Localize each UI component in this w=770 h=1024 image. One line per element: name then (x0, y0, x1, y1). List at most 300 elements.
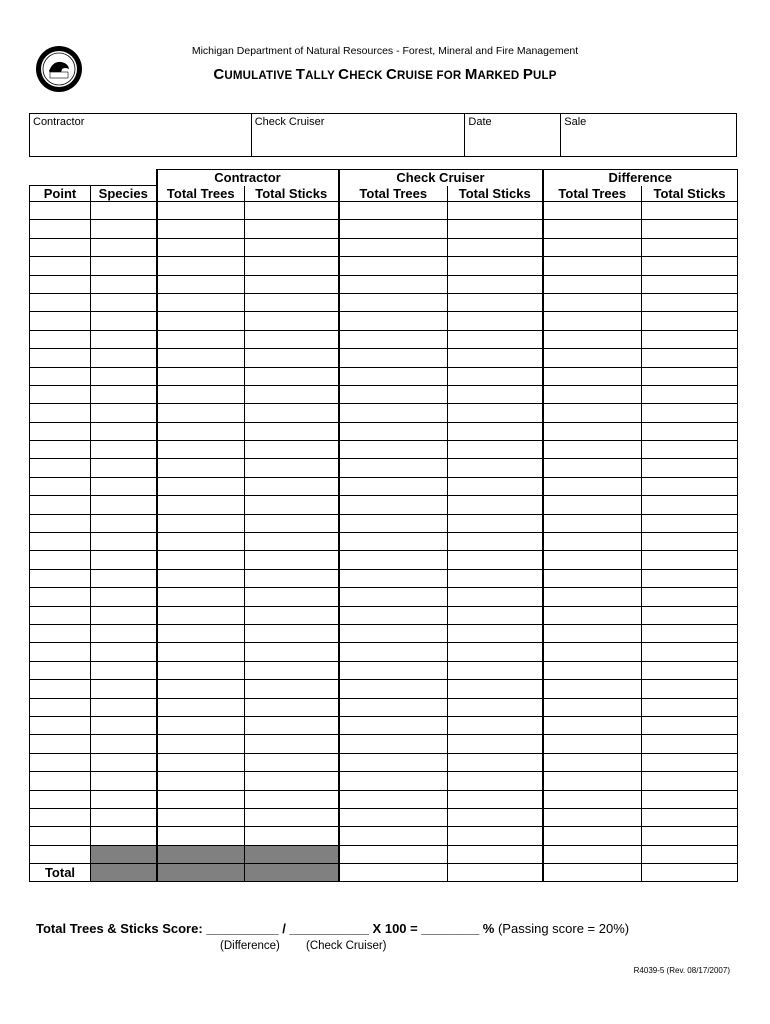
tally-cell[interactable] (448, 735, 543, 753)
tally-cell[interactable] (448, 698, 543, 716)
tally-cell[interactable] (91, 551, 157, 569)
tally-cell[interactable] (91, 330, 157, 348)
tally-cell[interactable] (91, 827, 157, 845)
tally-cell[interactable] (339, 772, 448, 790)
tally-cell[interactable] (642, 477, 738, 495)
tally-cell[interactable] (157, 312, 245, 330)
tally-cell[interactable] (30, 753, 91, 771)
tally-cell[interactable] (448, 533, 543, 551)
tally-cell[interactable] (543, 441, 642, 459)
tally-cell[interactable] (30, 349, 91, 367)
tally-cell[interactable] (642, 312, 738, 330)
tally-cell[interactable] (91, 441, 157, 459)
tally-cell[interactable] (448, 845, 543, 863)
tally-cell[interactable] (339, 202, 448, 220)
tally-cell[interactable] (642, 496, 738, 514)
tally-cell[interactable] (157, 569, 245, 587)
tally-cell[interactable] (30, 293, 91, 311)
tally-cell[interactable] (91, 257, 157, 275)
tally-cell[interactable] (30, 367, 91, 385)
tally-cell[interactable] (448, 349, 543, 367)
tally-cell[interactable] (543, 349, 642, 367)
tally-cell[interactable] (448, 569, 543, 587)
tally-cell[interactable] (448, 367, 543, 385)
tally-cell[interactable] (245, 845, 339, 863)
tally-cell[interactable] (642, 827, 738, 845)
contractor-field[interactable] (30, 114, 252, 156)
tally-cell[interactable] (245, 422, 339, 440)
total-cell[interactable] (91, 864, 157, 882)
tally-cell[interactable] (448, 680, 543, 698)
tally-cell[interactable] (157, 441, 245, 459)
tally-cell[interactable] (245, 680, 339, 698)
tally-cell[interactable] (642, 790, 738, 808)
tally-cell[interactable] (448, 772, 543, 790)
tally-cell[interactable] (30, 716, 91, 734)
tally-cell[interactable] (543, 624, 642, 642)
tally-cell[interactable] (157, 606, 245, 624)
tally-cell[interactable] (91, 312, 157, 330)
tally-cell[interactable] (448, 477, 543, 495)
tally-cell[interactable] (339, 845, 448, 863)
tally-cell[interactable] (91, 238, 157, 256)
tally-cell[interactable] (245, 441, 339, 459)
tally-cell[interactable] (543, 238, 642, 256)
tally-cell[interactable] (448, 753, 543, 771)
sale-label: Sale (564, 116, 587, 128)
tally-cell[interactable] (543, 514, 642, 532)
tally-cell[interactable] (157, 367, 245, 385)
tally-cell[interactable] (157, 533, 245, 551)
tally-cell[interactable] (157, 459, 245, 477)
tally-cell[interactable] (30, 404, 91, 422)
total-cell[interactable] (245, 864, 339, 882)
tally-cell[interactable] (245, 514, 339, 532)
tally-cell[interactable] (245, 257, 339, 275)
tally-cell[interactable] (157, 257, 245, 275)
tally-cell[interactable] (642, 680, 738, 698)
tally-cell[interactable] (157, 716, 245, 734)
tally-cell[interactable] (642, 330, 738, 348)
tally-cell[interactable] (91, 735, 157, 753)
tally-cell[interactable] (157, 404, 245, 422)
tally-cell[interactable] (245, 643, 339, 661)
tally-cell[interactable] (642, 753, 738, 771)
check-cruiser-field[interactable] (252, 114, 466, 156)
tally-cell[interactable] (642, 735, 738, 753)
tally-cell[interactable] (30, 569, 91, 587)
tally-cell[interactable] (543, 496, 642, 514)
tally-cell[interactable] (91, 569, 157, 587)
tally-cell[interactable] (543, 753, 642, 771)
tally-cell[interactable] (642, 569, 738, 587)
tally-cell[interactable] (642, 845, 738, 863)
tally-cell[interactable] (543, 808, 642, 826)
tally-cell[interactable] (91, 367, 157, 385)
tally-cell[interactable] (448, 790, 543, 808)
total-cell[interactable] (543, 864, 642, 882)
tally-cell[interactable] (91, 680, 157, 698)
tally-cell[interactable] (448, 643, 543, 661)
sale-field[interactable] (561, 114, 736, 156)
tally-cell[interactable] (543, 330, 642, 348)
tally-cell[interactable] (543, 257, 642, 275)
tally-cell[interactable] (245, 404, 339, 422)
tally-cell[interactable] (157, 827, 245, 845)
tally-cell[interactable] (245, 459, 339, 477)
tally-cell[interactable] (543, 220, 642, 238)
tally-cell[interactable] (642, 606, 738, 624)
tally-cell[interactable] (339, 735, 448, 753)
tally-cell[interactable] (91, 698, 157, 716)
tally-cell[interactable] (245, 735, 339, 753)
tally-cell[interactable] (30, 385, 91, 403)
tally-cell[interactable] (543, 661, 642, 679)
tally-cell[interactable] (339, 422, 448, 440)
tally-cell[interactable] (448, 808, 543, 826)
tally-cell[interactable] (642, 220, 738, 238)
tally-cell[interactable] (30, 735, 91, 753)
tally-cell[interactable] (91, 496, 157, 514)
tally-cell[interactable] (448, 588, 543, 606)
tally-cell[interactable] (339, 275, 448, 293)
tally-cell[interactable] (30, 551, 91, 569)
tally-cell[interactable] (448, 257, 543, 275)
tally-cell[interactable] (30, 606, 91, 624)
tally-cell[interactable] (157, 680, 245, 698)
tally-cell[interactable] (245, 275, 339, 293)
tally-cell[interactable] (157, 514, 245, 532)
tally-cell[interactable] (91, 790, 157, 808)
tally-cell[interactable] (448, 827, 543, 845)
tally-cell[interactable] (339, 367, 448, 385)
tally-cell[interactable] (543, 698, 642, 716)
tally-cell[interactable] (30, 808, 91, 826)
tally-cell[interactable] (642, 441, 738, 459)
tally-cell[interactable] (448, 293, 543, 311)
tally-cell[interactable] (339, 459, 448, 477)
tally-cell[interactable] (30, 661, 91, 679)
tally-cell[interactable] (157, 238, 245, 256)
tally-cell[interactable] (543, 202, 642, 220)
tally-cell[interactable] (642, 293, 738, 311)
tally-cell[interactable] (543, 275, 642, 293)
total-cell[interactable] (339, 864, 448, 882)
tally-cell[interactable] (543, 735, 642, 753)
tally-cell[interactable] (339, 827, 448, 845)
tally-cell[interactable] (245, 624, 339, 642)
tally-cell[interactable] (642, 624, 738, 642)
tally-cell[interactable] (339, 808, 448, 826)
tally-cell[interactable] (245, 238, 339, 256)
tally-cell[interactable] (30, 312, 91, 330)
tally-cell[interactable] (157, 202, 245, 220)
tally-cell[interactable] (157, 275, 245, 293)
tally-cell[interactable] (339, 312, 448, 330)
tally-cell[interactable] (543, 477, 642, 495)
tally-cell[interactable] (245, 569, 339, 587)
tally-cell[interactable] (339, 588, 448, 606)
tally-cell[interactable] (30, 202, 91, 220)
tally-cell[interactable] (30, 459, 91, 477)
tally-cell[interactable] (245, 716, 339, 734)
tally-cell[interactable] (157, 772, 245, 790)
tally-cell[interactable] (543, 367, 642, 385)
tally-cell[interactable] (543, 845, 642, 863)
date-field[interactable] (465, 114, 561, 156)
tally-cell[interactable] (157, 808, 245, 826)
tally-cell[interactable] (30, 790, 91, 808)
tally-cell[interactable] (245, 367, 339, 385)
tally-cell[interactable] (339, 496, 448, 514)
tally-cell[interactable] (543, 680, 642, 698)
tally-cell[interactable] (339, 330, 448, 348)
tally-cell[interactable] (642, 514, 738, 532)
tally-cell[interactable] (30, 772, 91, 790)
tally-cell[interactable] (157, 588, 245, 606)
tally-cell[interactable] (543, 588, 642, 606)
tally-cell[interactable] (642, 367, 738, 385)
tally-cell[interactable] (642, 533, 738, 551)
tally-cell[interactable] (157, 643, 245, 661)
tally-cell[interactable] (30, 533, 91, 551)
tally-cell[interactable] (339, 790, 448, 808)
tally-cell[interactable] (245, 533, 339, 551)
tally-cell[interactable] (642, 551, 738, 569)
tally-cell[interactable] (642, 643, 738, 661)
total-cell[interactable] (448, 864, 543, 882)
tally-cell[interactable] (642, 661, 738, 679)
tally-cell[interactable] (339, 643, 448, 661)
tally-cell[interactable] (157, 385, 245, 403)
tally-cell[interactable] (642, 459, 738, 477)
tally-cell[interactable] (543, 385, 642, 403)
tally-cell[interactable] (642, 238, 738, 256)
tally-cell[interactable] (448, 606, 543, 624)
tally-cell[interactable] (448, 716, 543, 734)
tally-cell[interactable] (157, 477, 245, 495)
tally-cell[interactable] (543, 312, 642, 330)
tally-cell[interactable] (448, 422, 543, 440)
tally-cell[interactable] (30, 477, 91, 495)
tally-cell[interactable] (30, 496, 91, 514)
tally-cell[interactable] (245, 827, 339, 845)
tally-cell[interactable] (30, 330, 91, 348)
tally-cell[interactable] (448, 238, 543, 256)
tally-cell[interactable] (448, 385, 543, 403)
tally-cell[interactable] (157, 698, 245, 716)
tally-cell[interactable] (91, 624, 157, 642)
tally-cell[interactable] (448, 275, 543, 293)
tally-cell[interactable] (30, 588, 91, 606)
tally-cell[interactable] (157, 624, 245, 642)
tally-cell[interactable] (543, 772, 642, 790)
tally-cell[interactable] (245, 753, 339, 771)
tally-cell[interactable] (642, 772, 738, 790)
tally-cell[interactable] (448, 202, 543, 220)
tally-cell[interactable] (245, 772, 339, 790)
tally-cell[interactable] (339, 349, 448, 367)
tally-cell[interactable] (30, 680, 91, 698)
tally-cell[interactable] (157, 293, 245, 311)
tally-cell[interactable] (157, 220, 245, 238)
tally-cell[interactable] (339, 514, 448, 532)
tally-cell[interactable] (245, 293, 339, 311)
tally-cell[interactable] (91, 422, 157, 440)
tally-cell[interactable] (448, 220, 543, 238)
tally-cell[interactable] (245, 385, 339, 403)
tally-cell[interactable] (157, 661, 245, 679)
tally-cell[interactable] (91, 845, 157, 863)
tally-cell[interactable] (30, 441, 91, 459)
tally-cell[interactable] (543, 790, 642, 808)
tally-cell[interactable] (642, 698, 738, 716)
tally-cell[interactable] (30, 845, 91, 863)
tally-cell[interactable] (157, 845, 245, 863)
tally-cell[interactable] (448, 661, 543, 679)
tally-cell[interactable] (91, 477, 157, 495)
tally-cell[interactable] (91, 404, 157, 422)
tally-cell[interactable] (245, 496, 339, 514)
tally-cell[interactable] (543, 606, 642, 624)
tally-cell[interactable] (157, 496, 245, 514)
tally-cell[interactable] (245, 349, 339, 367)
tally-cell[interactable] (157, 422, 245, 440)
tally-cell[interactable] (642, 588, 738, 606)
tally-cell[interactable] (339, 293, 448, 311)
tally-cell[interactable] (91, 349, 157, 367)
tally-cell[interactable] (245, 588, 339, 606)
tally-cell[interactable] (339, 533, 448, 551)
tally-cell[interactable] (91, 385, 157, 403)
tally-cell[interactable] (543, 459, 642, 477)
tally-cell[interactable] (543, 533, 642, 551)
tally-cell[interactable] (245, 808, 339, 826)
tally-cell[interactable] (642, 385, 738, 403)
tally-cell[interactable] (157, 330, 245, 348)
tally-cell[interactable] (91, 202, 157, 220)
tally-cell[interactable] (642, 808, 738, 826)
tally-cell[interactable] (91, 459, 157, 477)
tally-cell[interactable] (448, 624, 543, 642)
tally-cell[interactable] (91, 275, 157, 293)
tally-cell[interactable] (448, 459, 543, 477)
total-cell[interactable] (642, 864, 738, 882)
tally-cell[interactable] (543, 569, 642, 587)
tally-cell[interactable] (157, 551, 245, 569)
tally-cell[interactable] (642, 422, 738, 440)
tally-cell[interactable] (245, 202, 339, 220)
tally-cell[interactable] (448, 312, 543, 330)
tally-cell[interactable] (339, 404, 448, 422)
tally-cell[interactable] (448, 551, 543, 569)
tally-cell[interactable] (339, 680, 448, 698)
tally-cell[interactable] (30, 257, 91, 275)
tally-cell[interactable] (448, 496, 543, 514)
tally-cell[interactable] (543, 827, 642, 845)
tally-cell[interactable] (339, 716, 448, 734)
tally-cell[interactable] (543, 293, 642, 311)
tally-cell[interactable] (91, 588, 157, 606)
tally-cell[interactable] (543, 551, 642, 569)
tally-cell[interactable] (30, 643, 91, 661)
tally-cell[interactable] (245, 606, 339, 624)
tally-cell[interactable] (91, 716, 157, 734)
tally-cell[interactable] (245, 477, 339, 495)
tally-cell[interactable] (339, 606, 448, 624)
tally-cell[interactable] (30, 624, 91, 642)
tally-cell[interactable] (245, 551, 339, 569)
tally-cell[interactable] (543, 404, 642, 422)
tally-cell[interactable] (30, 220, 91, 238)
tally-cell[interactable] (30, 422, 91, 440)
tally-cell[interactable] (339, 753, 448, 771)
tally-cell[interactable] (91, 808, 157, 826)
tally-cell[interactable] (339, 220, 448, 238)
tally-cell[interactable] (157, 790, 245, 808)
tally-cell[interactable] (339, 238, 448, 256)
tally-cell[interactable] (543, 422, 642, 440)
tally-cell[interactable] (245, 698, 339, 716)
tally-cell[interactable] (448, 441, 543, 459)
tally-cell[interactable] (339, 624, 448, 642)
tally-cell[interactable] (339, 257, 448, 275)
tally-cell[interactable] (642, 257, 738, 275)
tally-cell[interactable] (30, 275, 91, 293)
tally-cell[interactable] (157, 349, 245, 367)
tally-cell[interactable] (245, 790, 339, 808)
tally-cell[interactable] (339, 441, 448, 459)
tally-cell[interactable] (642, 275, 738, 293)
tally-cell[interactable] (157, 753, 245, 771)
tally-cell[interactable] (91, 293, 157, 311)
tally-cell[interactable] (543, 716, 642, 734)
tally-cell[interactable] (339, 551, 448, 569)
tally-cell[interactable] (448, 330, 543, 348)
tally-cell[interactable] (339, 477, 448, 495)
tally-cell[interactable] (91, 514, 157, 532)
tally-cell[interactable] (543, 643, 642, 661)
tally-cell[interactable] (642, 716, 738, 734)
tally-cell[interactable] (245, 330, 339, 348)
tally-cell[interactable] (30, 238, 91, 256)
tally-cell[interactable] (30, 514, 91, 532)
tally-cell[interactable] (91, 220, 157, 238)
tally-cell[interactable] (339, 661, 448, 679)
tally-cell[interactable] (30, 827, 91, 845)
tally-cell[interactable] (448, 514, 543, 532)
tally-cell[interactable] (339, 385, 448, 403)
tally-cell[interactable] (91, 533, 157, 551)
tally-cell[interactable] (245, 312, 339, 330)
tally-cell[interactable] (157, 735, 245, 753)
tally-cell[interactable] (91, 643, 157, 661)
tally-cell[interactable] (91, 661, 157, 679)
tally-cell[interactable] (30, 698, 91, 716)
tally-cell[interactable] (339, 569, 448, 587)
total-cell[interactable] (157, 864, 245, 882)
tally-cell[interactable] (245, 661, 339, 679)
tally-cell[interactable] (642, 349, 738, 367)
tally-cell[interactable] (91, 606, 157, 624)
tally-cell[interactable] (91, 753, 157, 771)
tally-cell[interactable] (245, 220, 339, 238)
tally-cell[interactable] (448, 404, 543, 422)
tally-cell[interactable] (91, 772, 157, 790)
tally-cell[interactable] (642, 404, 738, 422)
tally-cell[interactable] (339, 698, 448, 716)
tally-cell[interactable] (642, 202, 738, 220)
